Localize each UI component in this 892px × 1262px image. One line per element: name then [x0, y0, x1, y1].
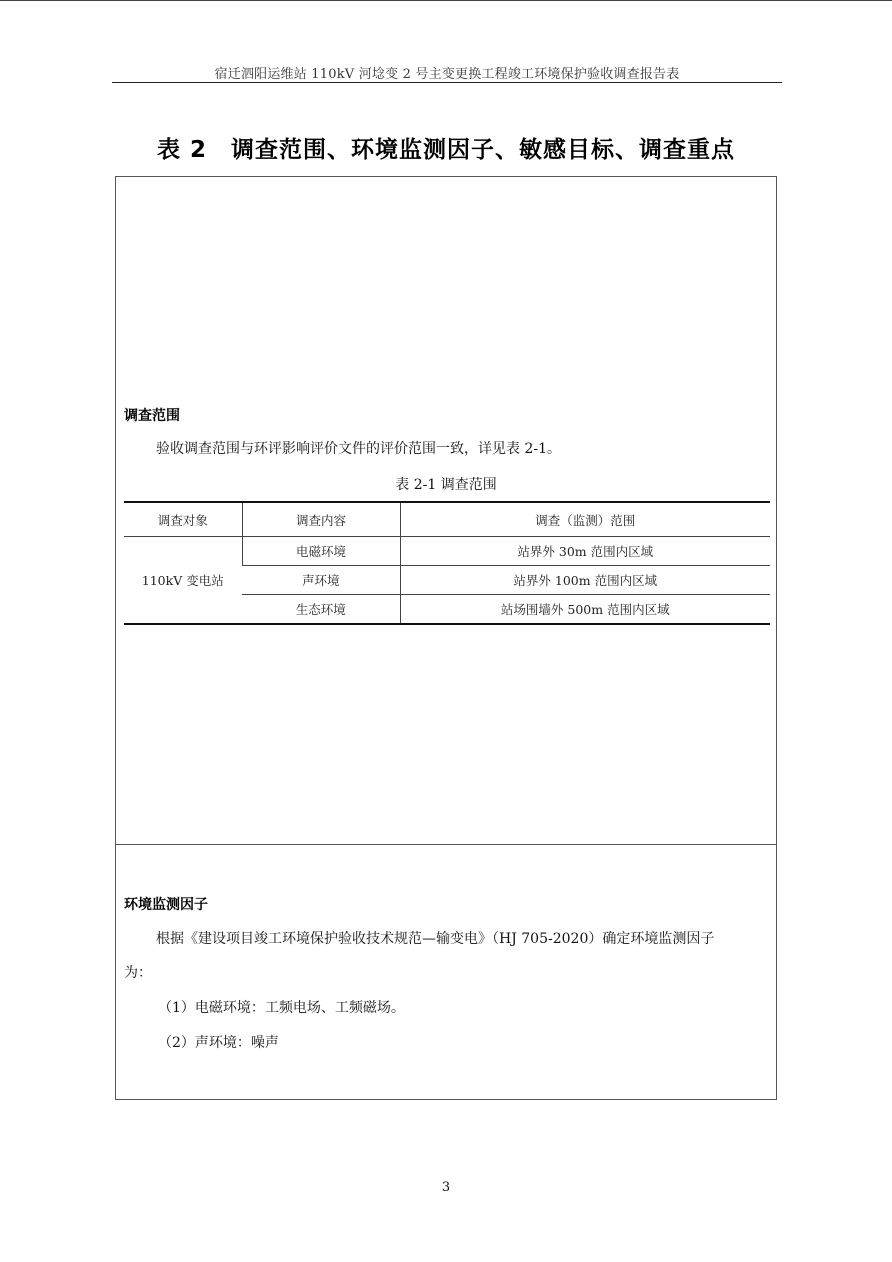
object-cell: 110kV 变电站	[124, 537, 242, 625]
monitoring-intro-line1: 根据《建设项目竣工环境保护验收技术规范—输变电》（HJ 705-2020）确定环境监测因子	[156, 931, 715, 947]
content-cell: 声环境	[242, 566, 400, 595]
page-top-border	[0, 0, 892, 1]
table-row	[124, 537, 770, 566]
content-frame	[115, 176, 777, 1100]
range-cell: 站场围墙外 500m 范围内区域	[400, 595, 770, 625]
header-rule	[112, 82, 782, 83]
header-range: 调查（监测）范围	[400, 502, 770, 537]
header-object: 调查对象	[124, 502, 242, 537]
range-cell: 站界外 30m 范围内区域	[400, 537, 770, 566]
scope-table	[124, 501, 770, 625]
content-cell: 电磁环境	[242, 537, 400, 566]
page-title: 表 2 调查范围、环境监测因子、敏感目标、调查重点	[156, 137, 735, 163]
running-header: 宿迁泗阳运维站 110kV 河埝变 2 号主变更换工程竣工环境保护验收调查报告表	[214, 67, 680, 82]
range-cell: 站界外 100m 范围内区域	[400, 566, 770, 595]
header-content: 调查内容	[242, 502, 400, 537]
monitoring-item: （1）电磁环境：工频电场、工频磁场。	[158, 1000, 405, 1016]
scope-intro: 验收调查范围与环评影响评价文件的评价范围一致，详见表 2-1。	[156, 441, 561, 457]
content-cell: 生态环境	[242, 595, 400, 625]
monitoring-item: （2）声环境：噪声	[158, 1035, 279, 1051]
table-header-row	[124, 502, 770, 537]
monitoring-intro-line2: 为：	[124, 965, 152, 981]
table-caption: 表 2-1 调查范围	[395, 477, 497, 493]
section-divider	[116, 844, 776, 845]
page-number: 3	[441, 1180, 451, 1195]
monitoring-heading: 环境监测因子	[124, 897, 208, 913]
scope-heading: 调查范围	[124, 408, 180, 424]
